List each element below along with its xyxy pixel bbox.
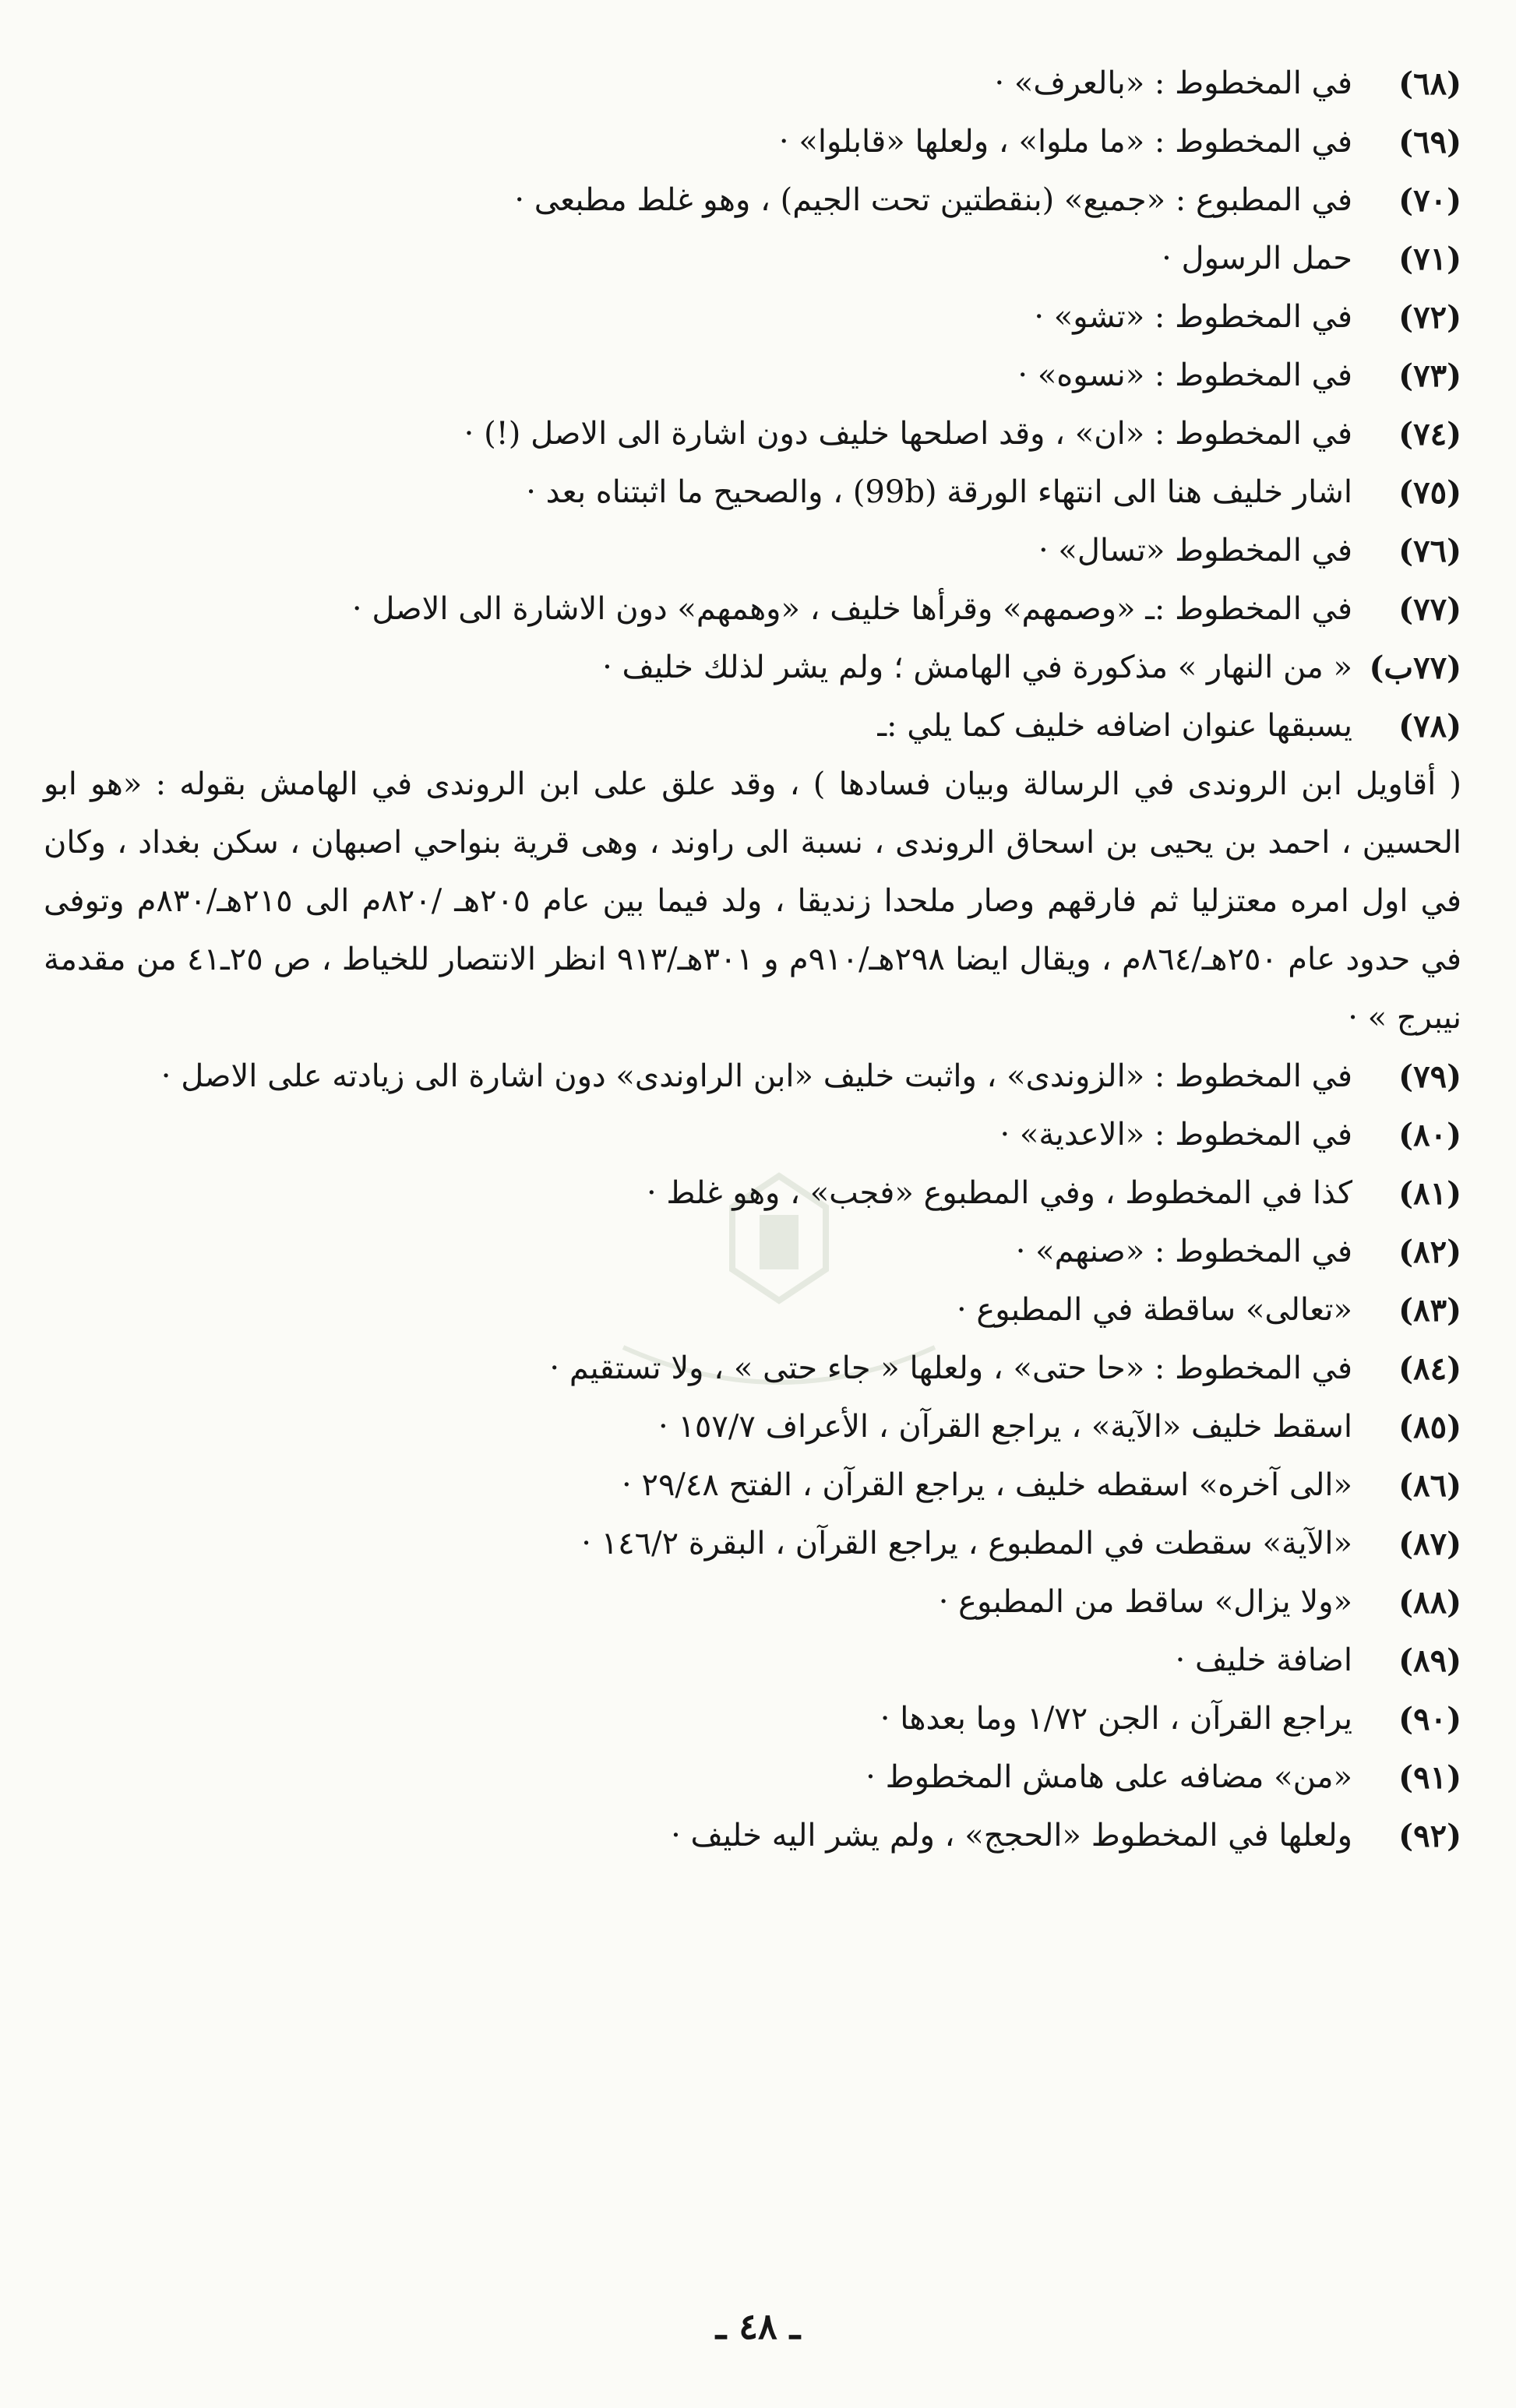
footnote-text: اشار خليف هنا الى انتهاء الورقة (99b) ، والصحيح ما اثبتناه بعد · [526, 474, 1352, 510]
footnote-number: (٧١) [1398, 241, 1461, 277]
footnote-91 [44, 1748, 1461, 1807]
footnote-76 [44, 522, 1461, 580]
page-number: ـ ٤٨ ـ [715, 2305, 801, 2347]
footnote-86 [44, 1456, 1461, 1515]
footnote-number: (٧٢) [1398, 299, 1461, 336]
footnote-text: في المخطوط «تسال» · [1038, 533, 1352, 569]
footnote-text: «تعالى» ساقطة في المطبوع · [956, 1292, 1352, 1328]
footnote-78-quotation [44, 755, 1461, 1047]
footnote-number: (٧٩) [1398, 1058, 1461, 1095]
footnote-number: (٧٨) [1398, 708, 1461, 745]
footnote-number: (٨٣) [1398, 1292, 1461, 1329]
footnote-number: (٨٩) [1398, 1642, 1461, 1679]
footnote-number: (٩١) [1398, 1759, 1461, 1796]
footnote-number: (٧٦) [1398, 533, 1461, 569]
footnote-text: ولعلها في المخطوط «الحجج» ، ولم يشر اليه خليف · [671, 1818, 1352, 1854]
footnote-70 [44, 171, 1461, 230]
footnote-69 [44, 113, 1461, 171]
footnote-number: (٨٧) [1398, 1526, 1461, 1562]
footnote-text: حمل الرسول · [1162, 241, 1352, 276]
footnote-number: (٨٢) [1398, 1234, 1461, 1270]
footnote-number: (٨١) [1398, 1175, 1461, 1212]
footnote-number: (٩٠) [1398, 1701, 1461, 1737]
footnote-77 [44, 580, 1461, 639]
footnote-87 [44, 1515, 1461, 1573]
footnote-number: (٧٥) [1398, 474, 1461, 511]
footnote-text: في المخطوط : «حا حتى» ، ولعلها « جاء حتى » ، ولا تستقيم · [549, 1350, 1352, 1386]
footnote-number: (٧٠) [1398, 182, 1461, 219]
footnote-73 [44, 347, 1461, 405]
footnote-92 [44, 1807, 1461, 1865]
footnote-text: في المخطوط : «نسوه» · [1017, 357, 1352, 393]
footnote-text: في المخطوط : «بالعرف» · [994, 65, 1352, 101]
footnote-89 [44, 1632, 1461, 1690]
footnote-number: (٧٣) [1398, 357, 1461, 394]
footnote-text: «الآية» سقطت في المطبوع ، يراجع القرآن ، البقرة ١٤٦/٢ · [581, 1526, 1352, 1561]
footnote-text: «ولا يزال» ساقط من المطبوع · [938, 1584, 1352, 1620]
quoted-title-and-margin-note: ( أقاويل ابن الروندى في الرسالة وبيان فسادها ) ، وقد علق على ابن الروندى في الهامش بقوله : «هو ابو الحسين ، احمد بن يحيى بن اسحاق الروندى ، نسبة الى راوند ، وهى قرية بنواحي اصبهان ، سكن بغداد ، وكان في اول امره معتزليا ثم فارقهم وصار ملحدا زنديقا ، ولد فيما بين عام ٢٠٥هـ /٨٢٠م الى ٢١٥هـ/٨٣٠م وتوفى في حدود عام ٢٥٠هـ/٨٦٤م ، ويقال ايضا ٢٩٨هـ/٩١٠م و ٣٠١هـ/٩١٣ انظر الانتصار للخياط ، ص ٢٥ـ٤١ من مقدمة نيبرج » · [44, 766, 1462, 1036]
footnote-90 [44, 1690, 1461, 1748]
footnote-82 [44, 1223, 1461, 1281]
footnote-number: (٨٥) [1398, 1409, 1461, 1445]
footnote-text: في المخطوط : «ما ملوا» ، ولعلها «قابلوا» · [778, 124, 1352, 160]
footnote-74 [44, 405, 1461, 463]
footnote-text: اضافة خليف · [1175, 1642, 1352, 1678]
footnote-text: «الى آخره» اسقطه خليف ، يراجع القرآن ، الفتح ٢٩/٤٨ · [622, 1467, 1352, 1503]
footnote-75 [44, 463, 1461, 522]
footnote-83 [44, 1281, 1461, 1340]
footnote-68 [44, 55, 1461, 113]
footnote-78 [44, 697, 1461, 755]
footnote-84 [44, 1340, 1461, 1398]
footnote-text: يسبقها عنوان اضافه خليف كما يلي :ـ [877, 708, 1352, 744]
footnote-number: (٧٧ب) [1369, 650, 1461, 686]
footnote-number: (٨٤) [1398, 1350, 1461, 1387]
footnote-number: (٨٠) [1398, 1117, 1461, 1153]
footnote-85 [44, 1398, 1461, 1456]
footnote-text: في المخطوط : «الاعدية» · [1000, 1117, 1352, 1153]
footnote-number: (٩٢) [1398, 1818, 1461, 1854]
footnote-71 [44, 230, 1461, 288]
footnotes-list [44, 55, 1461, 1865]
footnote-text: كذا في المخطوط ، وفي المطبوع «فجب» ، وهو غلط · [647, 1175, 1352, 1211]
footnote-text: في المخطوط : «تشو» · [1034, 299, 1352, 335]
footnote-text: في المخطوط : «ان» ، وقد اصلحها خليف دون اشارة الى الاصل (!) · [464, 416, 1352, 452]
footnote-number: (٧٧) [1398, 591, 1461, 628]
footnote-text: يراجع القرآن ، الجن ١/٧٢ وما بعدها · [880, 1701, 1352, 1737]
footnote-number: (٨٨) [1398, 1584, 1461, 1621]
footnote-text: في المخطوط :ـ «وصمهم» وقرأها خليف ، «وهمهم» دون الاشارة الى الاصل · [351, 591, 1352, 627]
footnote-text: في المطبوع : «جميع» (بنقطتين تحت الجيم) ، وهو غلط مطبعى · [514, 182, 1352, 218]
footnote-text: «من» مضافه على هامش المخطوط · [866, 1759, 1352, 1795]
footnote-80 [44, 1106, 1461, 1164]
footnote-text: اسقط خليف «الآية» ، يراجع القرآن ، الأعراف ١٥٧/٧ · [658, 1409, 1352, 1445]
footnote-number: (٧٤) [1398, 416, 1461, 452]
footnote-72 [44, 288, 1461, 347]
footnote-81 [44, 1164, 1461, 1223]
footnote-number: (٨٦) [1398, 1467, 1461, 1504]
footnote-text: « من النهار » مذكورة في الهامش ؛ ولم يشر لذلك خليف · [602, 650, 1352, 685]
footnote-text: في المخطوط : «الزوندى» ، واثبت خليف «ابن الراوندى» دون اشارة الى زيادته على الاصل · [160, 1058, 1352, 1094]
footnote-number: (٦٨) [1398, 65, 1461, 102]
footnote-88 [44, 1573, 1461, 1632]
footnote-77b [44, 639, 1461, 697]
footnote-text: في المخطوط : «صنهم» · [1015, 1234, 1352, 1269]
footnote-number: (٦٩) [1398, 124, 1461, 160]
footnote-79 [44, 1047, 1461, 1106]
